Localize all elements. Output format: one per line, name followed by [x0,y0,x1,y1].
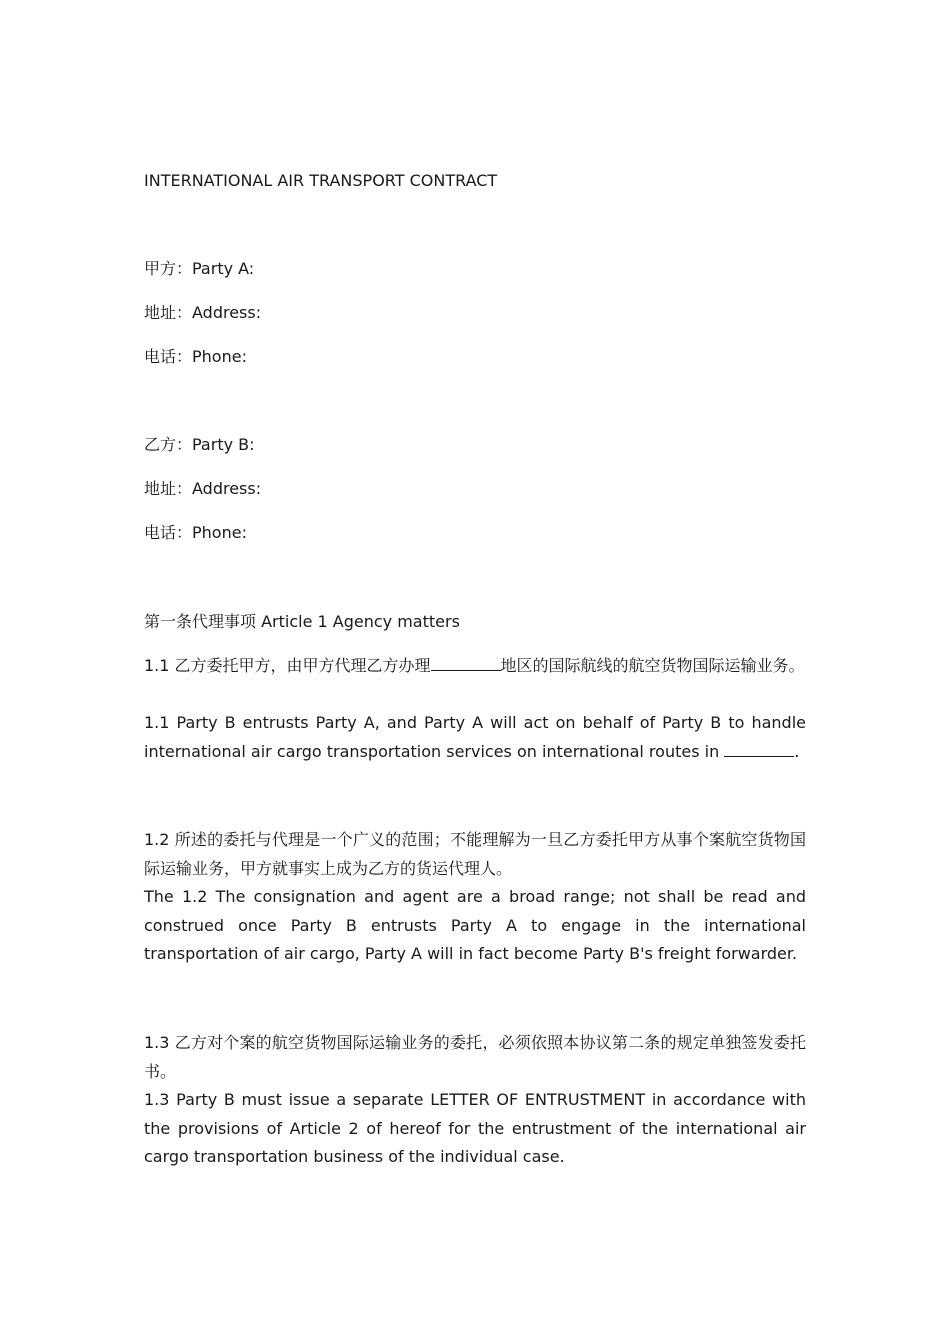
clause-1-1-zh-before: 1.1 乙方委托甲方，由甲方代理乙方办理 [144,656,431,675]
clause-1-1-zh [144,652,806,681]
article-1-heading: 第一条代理事项 Article 1 Agency matters [144,612,460,631]
party-a-phone-label: 电话：Phone: [144,347,247,366]
clause-1-1-en-before: 1.1 Party B entrusts Party A, and Party A will act on behalf of Party B to handle international air cargo transportation services on international routes in [144,713,806,761]
party-a-name-label: 甲方：Party A: [144,259,255,278]
clause-1-1-en-after: . [794,741,800,761]
party-b-name-label: 乙方：Party B: [144,435,255,454]
party-b-phone-label: 电话：Phone: [144,523,247,542]
clause-1-1-zh-after: 地区的国际航线的航空货物国际运输业务。 [500,656,805,675]
clause-1-3-zh: 1.3 乙方对个案的航空货物国际运输业务的委托，必须依照本协议第二条的规定单独签发委托书。 [144,1033,806,1081]
routes-blank [724,738,794,757]
clause-1-3-en: 1.3 Party B must issue a separate LETTER OF ENTRUSTMENT in accordance with the provisions of Article 2 of hereof for the entrustment of the international air cargo transportation business of the individual case. [144,1090,806,1166]
document-title: INTERNATIONAL AIR TRANSPORT CONTRACT [144,171,498,190]
clause-1-2-en: The 1.2 The consignation and agent are a broad range; not shall be read and construed once Party B entrusts Party A to engage in the international transportation of air cargo, Party A will in fact become Party B's freight forwarder. [144,887,806,963]
party-a-address-label: 地址：Address: [144,303,262,322]
party-b-address-label: 地址：Address: [144,479,262,498]
clause-1-1-en [144,709,806,766]
region-blank [431,652,501,671]
clause-1-2-zh: 1.2 所述的委托与代理是一个广义的范围；不能理解为一旦乙方委托甲方从事个案航空货物国际运输业务，甲方就事实上成为乙方的货运代理人。 [144,830,806,878]
